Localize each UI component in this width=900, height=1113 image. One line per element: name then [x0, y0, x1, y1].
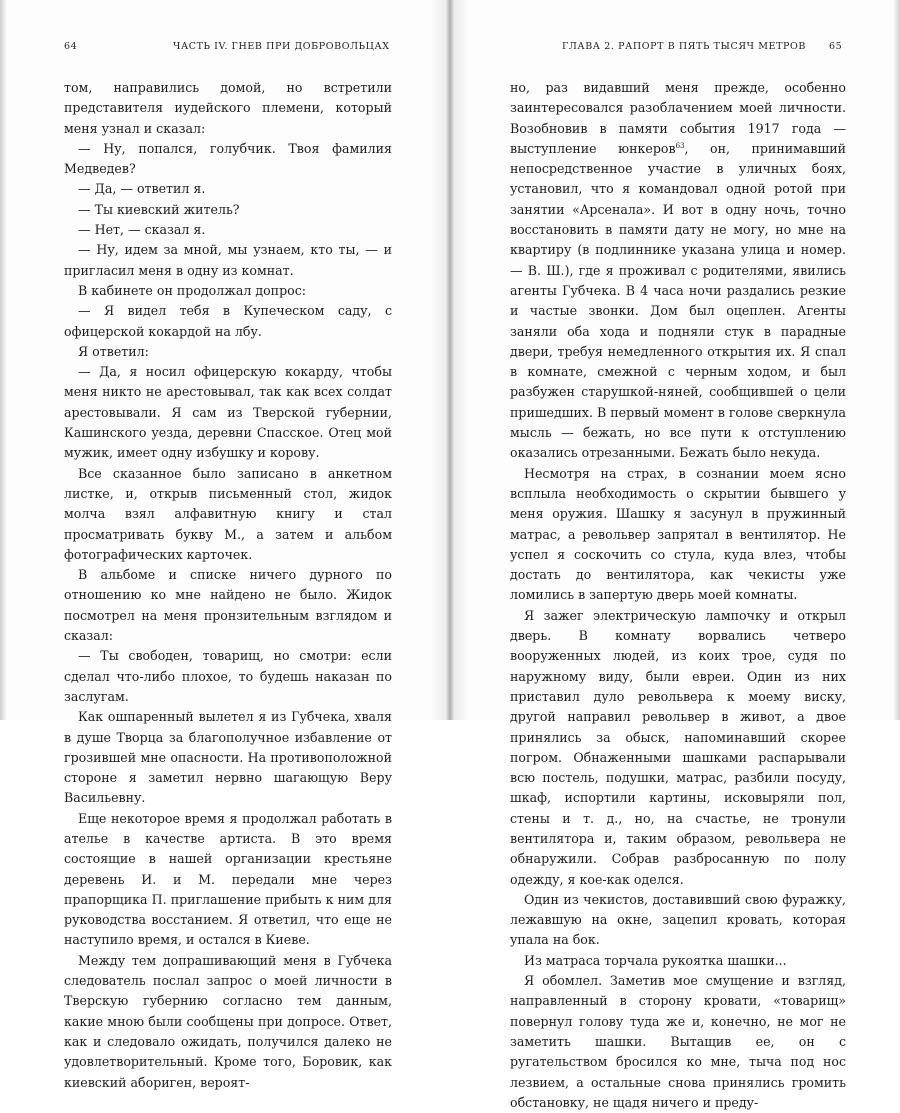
paragraph: Между тем допрашивающий меня в Губчека следователь послал запрос о моей личности в Тверскую губернию согласно тем данным, какие мною были сообщены при допросе. Ответ, как и следовало ожидать, получился далеко не удовлетворительный. Кроме того, Боровик, как киевский абориген, вероят-	[64, 952, 392, 1090]
paragraph: том, направились домой, но встретили представителя иудейского племени, который меня узнал и сказал:	[64, 80, 392, 136]
paragraph: — Ты свободен, товарищ, но смотри: если сделал что-либо плохое, то будешь наказан по заслугам.	[64, 648, 392, 704]
paragraph: Я обомлел. Заметив мое смущение и взгляд, направленный в сторону кровати, «товарищ» повернул голову туда же и, конечно, не мог не заметить шашки. Вытащив ее, он с ругательством бросился ко мне, тыча под нос лезвием, а остальные снова принялись громить обстановку, не щадя ничего и преду-	[510, 973, 846, 1110]
paragraph: — Ты киевский житель?	[78, 201, 240, 217]
footnote-reference: 63	[675, 141, 685, 150]
paragraph: Еще некоторое время я продолжал работать в ателье в качестве артиста. В это время состоящие в нашей организации крестьяне деревень И. и М. передали мне через прапорщика П. приглашение прибыть к ним для руководства восстанием. Я ответил, что еще не наступило время, и остался в Киеве.	[64, 810, 392, 948]
paragraph: Как ошпаренный вылетел я из Губчека, хваля в душе Творца за благополучное избавление от грозившей мне опасности. На противоположной стороне я заметил нервно шагающую Веру Васильевну.	[64, 709, 392, 806]
paragraph: — Ну, идем за мной, мы узнаем, кто ты, — и пригласил меня в одну из комнат.	[64, 242, 392, 278]
page-edge-shadow	[0, 0, 7, 720]
page-number: 65	[829, 41, 843, 52]
paragraph: В кабинете он продолжал допрос:	[78, 282, 307, 298]
paragraph: Несмотря на страх, в сознании моем ясно всплыла необходимость о скрытии бывшего у меня оружия. Шашку я засунул в пружинный матрас, а револьвер запрятал в вентилятор. Не успел я соскочить со стула, куда влез, чтобы достать до вентилятора, как чекисты уже ломились в запертую дверь моей комнаты.	[510, 465, 846, 603]
running-head: ЧАСТЬ IV. ГНЕВ ПРИ ДОБРОВОЛЬЦАХ	[173, 41, 390, 52]
paragraph: В альбоме и списке ничего дурного по отношению ко мне найдено не было. Жидок посмотрел на меня пронзительным взглядом и сказал:	[64, 567, 392, 644]
left-page	[0, 0, 449, 1090]
paragraph: — Я видел тебя в Купеческом саду, с офицерской кокардой на лбу.	[64, 303, 392, 339]
paragraph	[510, 78, 846, 464]
page-edge-shadow	[893, 0, 900, 720]
paragraph: Я ответил:	[78, 343, 149, 359]
paragraph-text: , он, принимавший непосредственное участие в уличных боях, установил, что я командовал одной ротой при занятии «Арсенала». И вот в одну ночь, точно восстановить в памяти дату не могу, но мне на квартиру (в подлиннике указана улица и номер. — В. Ш.), где я проживал с родителями, явились агенты Губчека. В 4 часа ночи раздались резкие и частые звонки. Дом был оцеплен. Агенты заняли оба хода и подняли стук в парадные двери, требуя немедленного открытия их. Я спал в комнате, смежной с черным ходом, и был разбужен старушкой-няней, сообщившей о цели пришедших. В первый момент в голове сверкнула мысль — бежать, но все пути к отступлению оказались отрезанными. Бежать было некуда.	[510, 140, 846, 461]
page-number: 64	[64, 41, 78, 52]
paragraph: Я зажег электрическую лампочку и открыл дверь. В комнату ворвались четверо вооруженных людей, из коих трое, судя по наружному виду, были евреи. Один из них приставил дуло револьвера к моему виску, другой направил револьвер в живот, а двое принялись за обыск, напоминавший скорее погром. Обнаженными шашками распарывали всю постель, подушки, матрас, разбили посуду, шкаф, испортили картины, исковыряли пол, стены и т. д., но, на счастье, не тронули вентилятора и, таким образом, револьвера не обнаружили. Собрав разбросанную по полу одежду, я кое-как оделся.	[510, 607, 846, 887]
paragraph: Из матраса торчала рукоятка шашки...	[524, 952, 787, 968]
running-head: ГЛАВА 2. РАПОРТ В ПЯТЬ ТЫСЯЧ МЕТРОВ	[562, 41, 806, 52]
paragraph: Все сказанное было записано в анкетном листке, и, открыв письменный стол, жидок молча взял алфавитную книгу и стал просматривать букву М., а затем и альбом фотографических карточек.	[64, 465, 392, 562]
paragraph: — Нет, — сказал я.	[78, 222, 206, 238]
paragraph-text: но, раз видавший меня прежде, особенно заинтересовался разоблачением моей личности. Возобновив в памяти события 1917 года — выступление юнкеров	[510, 80, 846, 156]
paragraph: — Ну, попался, голубчик. Твоя фамилия Медведев?	[64, 140, 392, 177]
paragraph: — Да, — ответил я.	[78, 181, 206, 197]
body-text	[64, 78, 392, 1093]
right-page	[451, 0, 900, 1110]
body-text	[510, 78, 846, 1113]
paragraph: Один из чекистов, доставивший свою фуражку, лежавшую на окне, зацепил кровать, которая упала на бок.	[510, 891, 846, 948]
paragraph: — Да, я носил офицерскую кокарду, чтобы меня никто не арестовывал, так как всех солдат арестовывали. Я сам из Тверской губернии, Кашинского уезда, деревни Спасское. Отец мой мужик, имеет одну избушку и корову.	[64, 364, 392, 461]
